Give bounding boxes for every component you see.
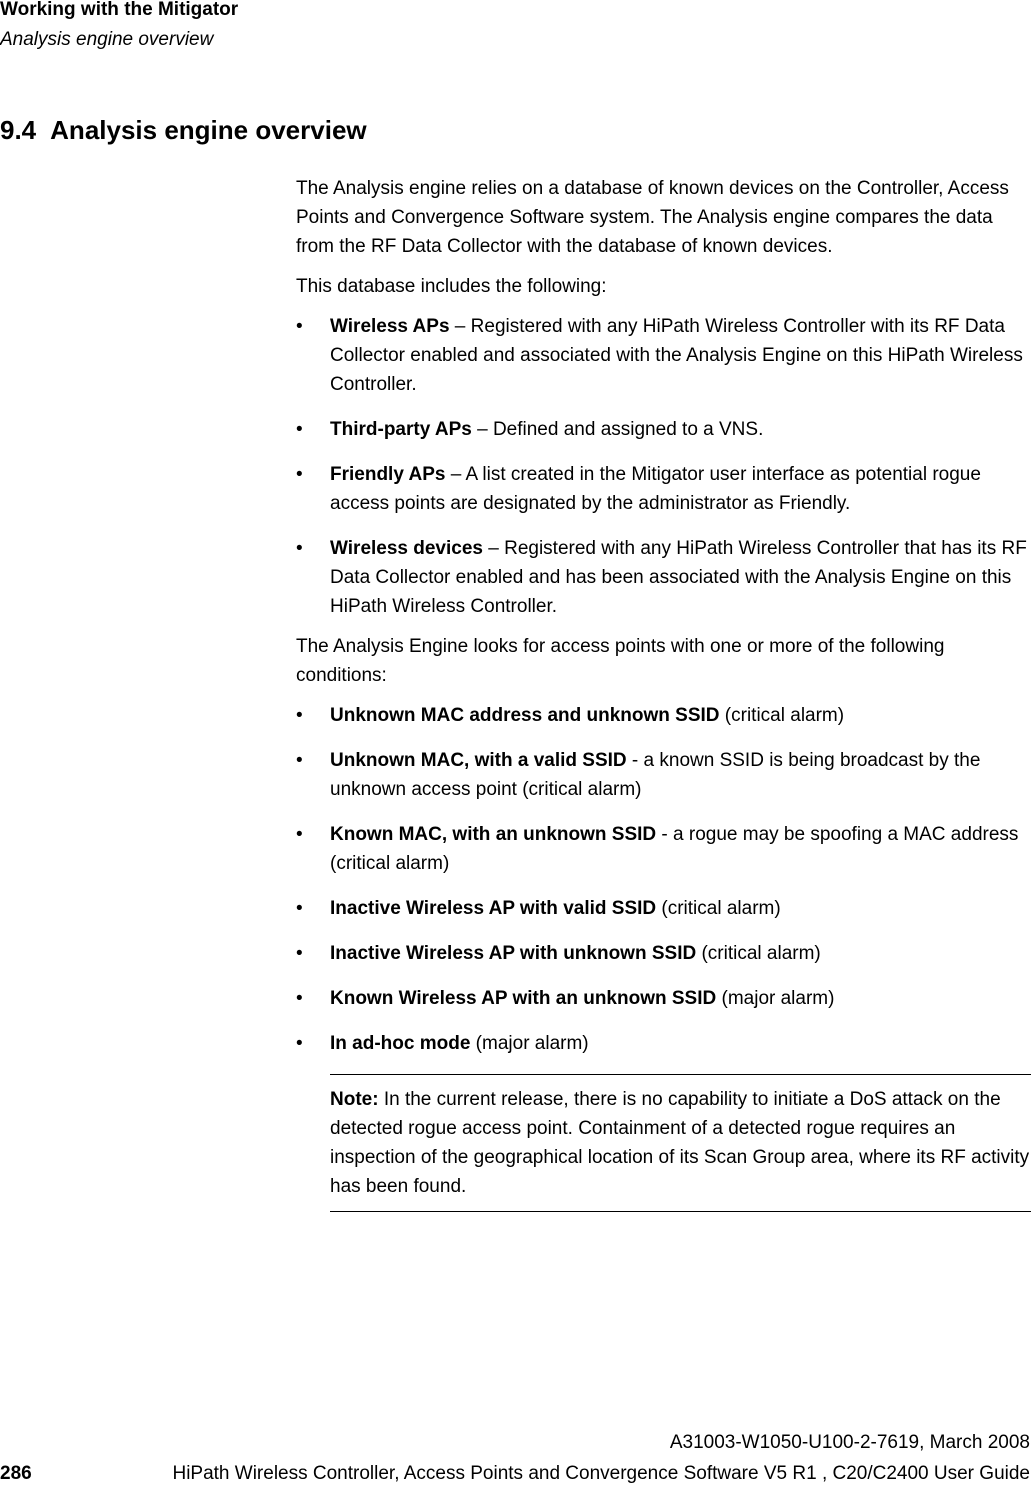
- list-term: Unknown MAC address and unknown SSID: [330, 705, 720, 726]
- section-number: 9.4: [0, 115, 37, 145]
- bullet: •: [296, 988, 303, 1009]
- section-heading: [0, 114, 367, 146]
- list-item: [296, 746, 1031, 804]
- list-term: Friendly APs: [330, 464, 446, 485]
- footer-document-id: A31003-W1050-U100-2-7619, March 2008: [669, 1432, 1030, 1453]
- list-item: [296, 460, 1031, 518]
- note-label: Note:: [330, 1089, 379, 1110]
- bullet: •: [296, 898, 303, 919]
- bullet: •: [296, 705, 303, 726]
- list-item: [296, 415, 1031, 444]
- conditions-list: [296, 701, 1031, 1058]
- bullet: •: [296, 824, 303, 845]
- list-item: [296, 939, 1031, 968]
- list-description: – A list created in the Mitigator user interface as potential rogue access points are designated by the administrator as Friendly.: [330, 464, 981, 514]
- list-description: – Defined and assigned to a VNS.: [471, 419, 764, 440]
- list-term: In ad-hoc mode: [330, 1033, 471, 1054]
- list-description: - a known SSID is being broadcast by the unknown access point (critical alarm): [330, 750, 981, 800]
- note-text: In the current release, there is no capability to initiate a DoS attack on the detected rogue access point. Containment of a detected rogue requires an inspection of the geographical location of its Scan Group area, where its RF activity has been found.: [330, 1089, 1030, 1197]
- bullet: •: [296, 750, 303, 771]
- list-item: [296, 894, 1031, 923]
- list-term: Wireless devices: [330, 538, 483, 559]
- intro-paragraph: The Analysis engine relies on a database of known devices on the Controller, Access Points and Convergence Software system. The Analysis engine compares the data from the RF Data Collector with the database of known devices.: [296, 178, 1009, 257]
- list-item: [296, 984, 1031, 1013]
- page-number: 286: [0, 1463, 32, 1484]
- list-item: [296, 312, 1031, 399]
- database-lead: This database includes the following:: [296, 276, 607, 297]
- list-description: - a rogue may be spoofing a MAC address (critical alarm): [330, 824, 1019, 874]
- bullet: •: [296, 316, 303, 337]
- note-box: [330, 1074, 1031, 1212]
- list-item: [296, 1029, 1031, 1058]
- section-title: Analysis engine overview: [50, 115, 367, 145]
- list-term: Unknown MAC, with a valid SSID: [330, 750, 627, 771]
- list-item: [296, 534, 1031, 621]
- list-description: – Registered with any HiPath Wireless Controller with its RF Data Collector enabled and associated with the Analysis Engine on this HiPath Wireless Controller.: [330, 316, 1023, 395]
- list-item: [296, 701, 1031, 730]
- bullet: •: [296, 464, 303, 485]
- body-content: [296, 174, 1031, 1212]
- database-list: [296, 312, 1031, 621]
- bullet: •: [296, 419, 303, 440]
- list-term: Known MAC, with an unknown SSID: [330, 824, 657, 845]
- list-description: (major alarm): [716, 988, 835, 1009]
- list-description: (critical alarm): [656, 898, 781, 919]
- list-term: Known Wireless AP with an unknown SSID: [330, 988, 717, 1009]
- header-title: Working with the Mitigator: [0, 0, 239, 20]
- bullet: •: [296, 943, 303, 964]
- list-term: Wireless APs: [330, 316, 450, 337]
- footer-guide-title: HiPath Wireless Controller, Access Points and Convergence Software V5 R1 , C20/C2400 User Guide: [172, 1463, 1030, 1484]
- list-term: Inactive Wireless AP with unknown SSID: [330, 943, 697, 964]
- bullet: •: [296, 1033, 303, 1054]
- bullet: •: [296, 538, 303, 559]
- list-description: (major alarm): [470, 1033, 589, 1054]
- list-description: – Registered with any HiPath Wireless Controller that has its RF Data Collector enabled and has been associated with the Analysis Engine on this HiPath Wireless Controller.: [330, 538, 1027, 617]
- conditions-lead: The Analysis Engine looks for access points with one or more of the following conditions:: [296, 636, 945, 686]
- header-subtitle: Analysis engine overview: [0, 29, 214, 50]
- list-description: (critical alarm): [696, 943, 821, 964]
- list-item: [296, 820, 1031, 878]
- list-term: Inactive Wireless AP with valid SSID: [330, 898, 657, 919]
- list-term: Third-party APs: [330, 419, 472, 440]
- list-description: (critical alarm): [719, 705, 845, 726]
